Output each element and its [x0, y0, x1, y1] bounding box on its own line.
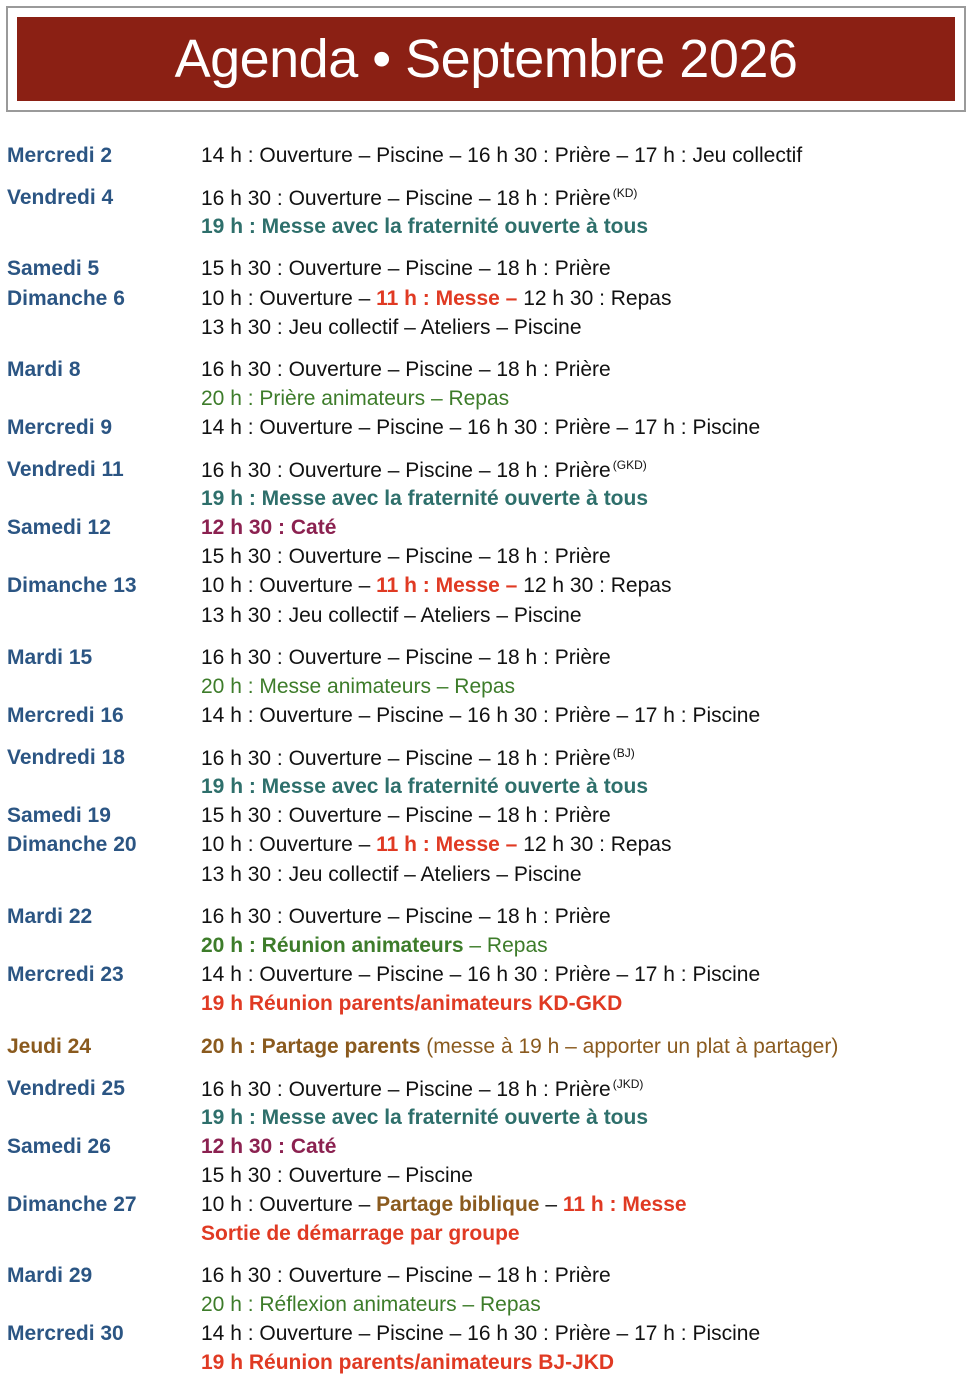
- event-text: 10 h : Ouverture –: [201, 833, 371, 856]
- day-label-vendredi-18: Vendredi 18: [7, 746, 125, 769]
- event-line: [201, 257, 611, 281]
- day-label-mercredi-23: Mercredi 23: [7, 963, 124, 986]
- partage-biblique-text: Partage biblique: [376, 1193, 540, 1216]
- messe-fraternite-text: 19 h : Messe avec la fraternité ouverte à tous: [201, 775, 649, 798]
- header-frame: [6, 6, 966, 112]
- animateurs-text: 20 h : Prière animateurs – Repas: [201, 387, 510, 410]
- event-line: [201, 458, 647, 483]
- day-label-dimanche-13: Dimanche 13: [7, 574, 137, 597]
- day-label-mercredi-16: Mercredi 16: [7, 704, 124, 727]
- messe-fraternite-text: 19 h : Messe avec la fraternité ouverte à tous: [201, 1106, 649, 1129]
- event-text: 10 h : Ouverture –: [201, 574, 371, 597]
- event-line: [201, 1351, 614, 1375]
- event-line: [201, 387, 509, 411]
- event-text: 15 h 30 : Ouverture – Piscine: [201, 1164, 473, 1187]
- event-text: 10 h : Ouverture –: [201, 287, 371, 310]
- event-line: [201, 1264, 611, 1288]
- event-text: –: [545, 1193, 558, 1216]
- event-line: [201, 833, 671, 857]
- event-line: [201, 1293, 541, 1317]
- sortie-text: Sortie de démarrage par groupe: [201, 1222, 520, 1245]
- event-line: [201, 287, 671, 311]
- event-text: 16 h 30 : Ouverture – Piscine – 18 h : Prière: [201, 187, 611, 210]
- event-line: [201, 963, 760, 987]
- event-line: [201, 905, 611, 929]
- event-text: 14 h : Ouverture – Piscine – 16 h 30 : Prière – 17 h : Piscine: [201, 963, 761, 986]
- event-line: [201, 1135, 336, 1159]
- group-tag: (GKD): [612, 458, 647, 472]
- group-tag: (JKD): [612, 1077, 644, 1091]
- event-line: [201, 574, 671, 598]
- day-label-samedi-12: Samedi 12: [7, 516, 111, 539]
- group-tag: (KD): [612, 186, 638, 200]
- event-line: [201, 1222, 520, 1246]
- event-line: [201, 604, 582, 628]
- reunion-parents-text: 19 h Réunion parents/animateurs BJ-JKD: [201, 1351, 615, 1374]
- day-label-mercredi-9: Mercredi 9: [7, 416, 113, 439]
- event-line: [201, 992, 622, 1016]
- event-text: 16 h 30 : Ouverture – Piscine – 18 h : Prière: [201, 358, 611, 381]
- day-label-dimanche-27: Dimanche 27: [7, 1193, 137, 1216]
- event-text: 12 h 30 : Repas: [523, 833, 672, 856]
- event-line: [201, 215, 648, 239]
- event-line: [201, 1035, 838, 1059]
- day-label-vendredi-11: Vendredi 11: [7, 458, 124, 481]
- event-line: [201, 545, 611, 569]
- event-text: 14 h : Ouverture – Piscine – 16 h 30 : Prière – 17 h : Piscine: [201, 1322, 761, 1345]
- event-line: [201, 934, 548, 958]
- reunion-parents-text: 19 h Réunion parents/animateurs KD-GKD: [201, 992, 623, 1015]
- event-text: 16 h 30 : Ouverture – Piscine – 18 h : Prière: [201, 747, 611, 770]
- day-label-mercredi-30: Mercredi 30: [7, 1322, 124, 1345]
- messe-fraternite-text: 19 h : Messe avec la fraternité ouverte à tous: [201, 487, 649, 510]
- messe-text: 11 h : Messe: [562, 1193, 687, 1216]
- event-text: 12 h 30 : Repas: [523, 574, 672, 597]
- event-line: [201, 646, 611, 670]
- page-title: Agenda • Septembre 2026: [174, 29, 798, 89]
- event-line: [201, 487, 648, 511]
- event-line: [201, 804, 611, 828]
- partage-note-text: (messe à 19 h – apporter un plat à partager): [426, 1035, 839, 1058]
- event-line: [201, 746, 635, 771]
- event-line: [201, 416, 760, 440]
- messe-fraternite-text: 19 h : Messe avec la fraternité ouverte à tous: [201, 215, 649, 238]
- event-text: 12 h 30 : Repas: [523, 287, 672, 310]
- event-text: 14 h : Ouverture – Piscine – 16 h 30 : Prière – 17 h : Piscine: [201, 416, 761, 439]
- event-line: [201, 1193, 687, 1217]
- event-text: 14 h : Ouverture – Piscine – 16 h 30 : Prière – 17 h : Jeu collectif: [201, 144, 803, 167]
- day-label-samedi-5: Samedi 5: [7, 257, 100, 280]
- animateurs-text: 20 h : Réflexion animateurs – Repas: [201, 1293, 541, 1316]
- day-label-samedi-26: Samedi 26: [7, 1135, 111, 1158]
- event-text: 16 h 30 : Ouverture – Piscine – 18 h : Prière: [201, 646, 611, 669]
- partage-parents-text: 20 h : Partage parents: [201, 1035, 421, 1058]
- cate-text: 12 h 30 : Caté: [201, 516, 337, 539]
- messe-text: 11 h : Messe –: [376, 574, 518, 597]
- event-text: 13 h 30 : Jeu collectif – Ateliers – Piscine: [201, 316, 582, 339]
- messe-text: 11 h : Messe –: [376, 287, 518, 310]
- event-line: [201, 1077, 643, 1102]
- event-line: [201, 516, 336, 540]
- event-text: 16 h 30 : Ouverture – Piscine – 18 h : Prière: [201, 905, 611, 928]
- event-line: [201, 1322, 760, 1346]
- event-text: 10 h : Ouverture –: [201, 1193, 371, 1216]
- event-line: [201, 316, 582, 340]
- event-line: [201, 775, 648, 799]
- day-label-jeudi-24: Jeudi 24: [7, 1035, 92, 1058]
- event-line: [201, 186, 637, 211]
- event-text: 16 h 30 : Ouverture – Piscine – 18 h : Prière: [201, 1078, 611, 1101]
- event-line: [201, 144, 802, 168]
- day-label-vendredi-25: Vendredi 25: [7, 1077, 125, 1100]
- event-text: 13 h 30 : Jeu collectif – Ateliers – Piscine: [201, 604, 582, 627]
- event-text: 16 h 30 : Ouverture – Piscine – 18 h : Prière: [201, 459, 611, 482]
- cate-text: 12 h 30 : Caté: [201, 1135, 337, 1158]
- day-label-mardi-8: Mardi 8: [7, 358, 81, 381]
- event-line: [201, 704, 760, 728]
- day-label-mercredi-2: Mercredi 2: [7, 144, 113, 167]
- day-label-vendredi-4: Vendredi 4: [7, 186, 114, 209]
- event-line: [201, 863, 582, 887]
- day-label-mardi-15: Mardi 15: [7, 646, 93, 669]
- day-label-dimanche-6: Dimanche 6: [7, 287, 125, 310]
- event-text: 15 h 30 : Ouverture – Piscine – 18 h : Prière: [201, 804, 611, 827]
- event-text: 14 h : Ouverture – Piscine – 16 h 30 : Prière – 17 h : Piscine: [201, 704, 761, 727]
- reunion-animateurs-text: 20 h : Réunion animateurs: [201, 934, 464, 957]
- day-label-mardi-29: Mardi 29: [7, 1264, 93, 1287]
- event-text: 13 h 30 : Jeu collectif – Ateliers – Piscine: [201, 863, 582, 886]
- day-label-mardi-22: Mardi 22: [7, 905, 93, 928]
- event-text: 15 h 30 : Ouverture – Piscine – 18 h : Prière: [201, 257, 611, 280]
- event-line: [201, 675, 515, 699]
- day-label-dimanche-20: Dimanche 20: [7, 833, 137, 856]
- day-label-samedi-19: Samedi 19: [7, 804, 111, 827]
- event-line: [201, 1164, 473, 1188]
- event-text: 16 h 30 : Ouverture – Piscine – 18 h : Prière: [201, 1264, 611, 1287]
- event-line: [201, 1106, 648, 1130]
- group-tag: (BJ): [612, 746, 635, 760]
- animateurs-text: – Repas: [469, 934, 548, 957]
- event-line: [201, 358, 611, 382]
- messe-text: 11 h : Messe –: [376, 833, 518, 856]
- animateurs-text: 20 h : Messe animateurs – Repas: [201, 675, 515, 698]
- event-text: 15 h 30 : Ouverture – Piscine – 18 h : Prière: [201, 545, 611, 568]
- header-band: [17, 17, 955, 101]
